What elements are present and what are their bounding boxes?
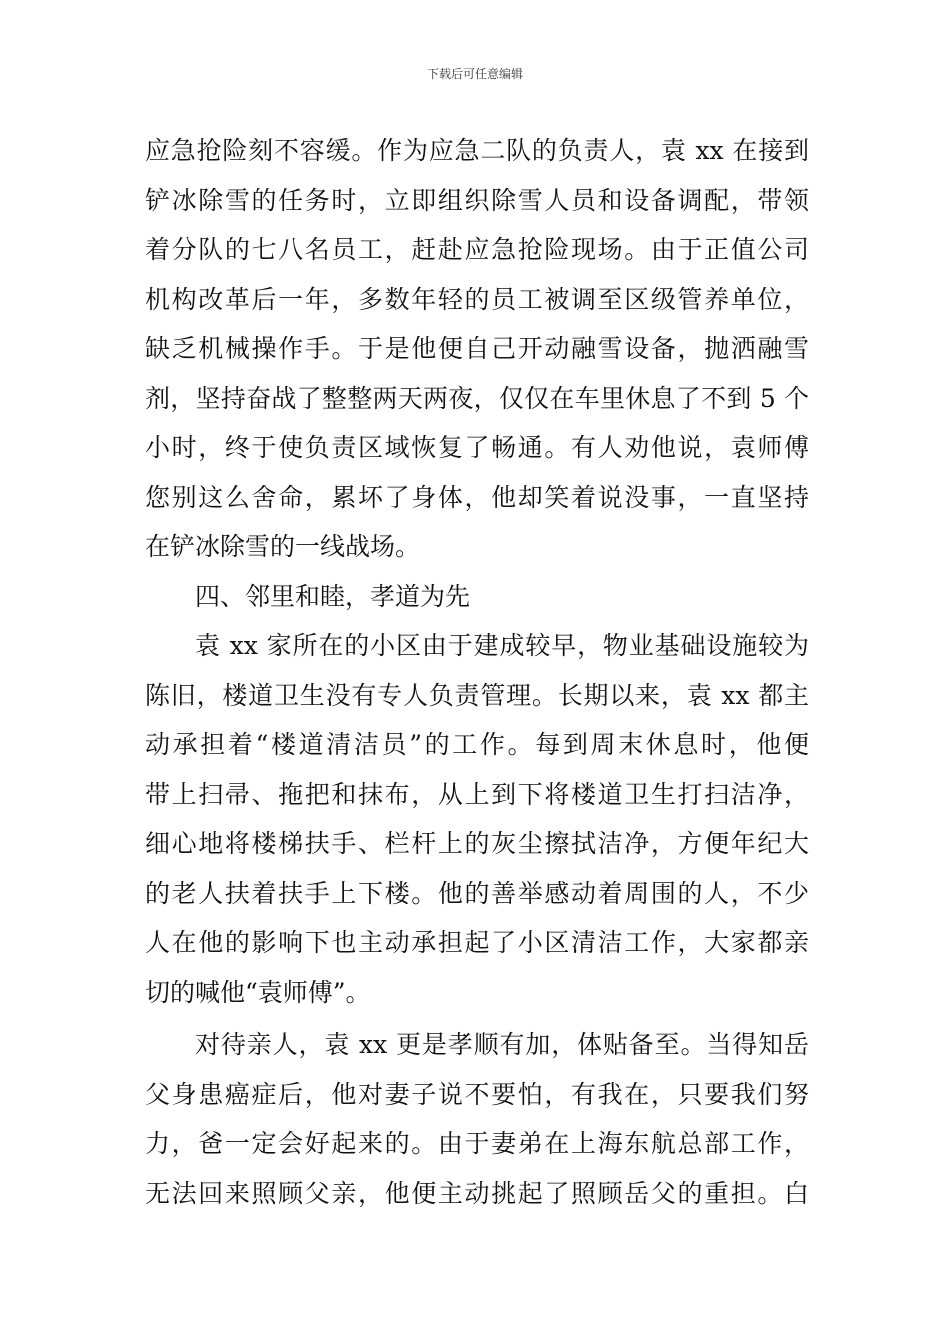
text-line: 切的喊他“袁师傅”。 bbox=[145, 977, 371, 1007]
paragraph bbox=[145, 1020, 809, 1218]
text-line: 动承担着“楼道清洁员”的工作。每到周末休息时，他便 bbox=[145, 730, 809, 759]
text-line: 小时，终于使负责区域恢复了畅通。有人劝他说，袁师傅 bbox=[145, 433, 809, 462]
text-line: 机构改革后一年，多数年轻的员工被调至区级管养单位， bbox=[145, 284, 809, 314]
section-heading bbox=[145, 572, 809, 622]
text-line: 无法回来照顾父亲，他便主动挑起了照顾岳父的重担。白 bbox=[145, 1178, 809, 1208]
document-body bbox=[145, 126, 809, 1218]
text-line: 对待亲人，袁 xx 更是孝顺有加，体贴备至。当得知岳 bbox=[195, 1030, 809, 1059]
text-line: 力，爸一定会好起来的。由于妻弟在上海东航总部工作， bbox=[145, 1129, 809, 1158]
text-line: 陈旧，楼道卫生没有专人负责管理。长期以来，袁 xx 都主 bbox=[145, 680, 809, 710]
text-line: 着分队的七八名员工，赶赴应急抢险现场。由于正值公司 bbox=[145, 235, 809, 264]
text-line: 铲冰除雪的任务时，立即组织除雪人员和设备调配，带领 bbox=[145, 185, 809, 215]
text-line: 的老人扶着扶手上下楼。他的善举感动着周围的人，不少 bbox=[145, 878, 809, 908]
heading-line: 四、邻里和睦，孝道为先 bbox=[195, 581, 471, 611]
text-line: 应急抢险刻不容缓。作为应急二队的负责人，袁 xx 在接到 bbox=[145, 136, 809, 165]
paragraph bbox=[145, 621, 809, 1017]
text-line: 父身患癌症后，他对妻子说不要怕，有我在，只要我们努 bbox=[145, 1079, 809, 1109]
text-line: 您别这么舍命，累坏了身体，他却笑着说没事，一直坚持 bbox=[145, 482, 809, 512]
text-line: 剂，坚持奋战了整整两天两夜，仅仅在车里休息了不到 5 个 bbox=[145, 383, 809, 413]
page-header: 下载后可任意编辑 bbox=[426, 67, 523, 81]
text-line: 袁 xx 家所在的小区由于建成较早，物业基础设施较为 bbox=[195, 631, 809, 660]
text-line: 带上扫帚、拖把和抹布，从上到下将楼道卫生打扫洁净， bbox=[145, 779, 809, 809]
text-line: 细心地将楼梯扶手、栏杆上的灰尘擦拭洁净，方便年纪大 bbox=[145, 829, 809, 858]
text-line: 人在他的影响下也主动承担起了小区清洁工作，大家都亲 bbox=[145, 928, 809, 957]
paragraph bbox=[145, 126, 809, 572]
text-line: 在铲冰除雪的一线战场。 bbox=[145, 532, 421, 561]
text-line: 缺乏机械操作手。于是他便自己开动融雪设备，抛洒融雪 bbox=[145, 334, 809, 363]
